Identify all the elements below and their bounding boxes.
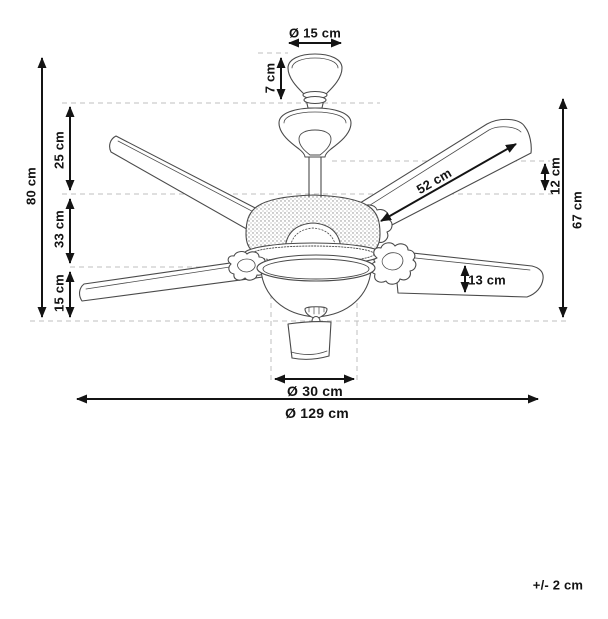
downrod xyxy=(309,157,321,197)
fan-body xyxy=(80,54,544,359)
dim-label-canopy-diameter: Ø 15 cm xyxy=(289,25,341,41)
downrod-ball-cover xyxy=(279,97,351,158)
blade-iron-right-lower xyxy=(371,243,416,284)
dim-label-blade-tip-height: 12 cm xyxy=(547,157,563,195)
dim-label-blade-length: 52 cm xyxy=(413,165,455,197)
ceiling-canopy xyxy=(288,54,342,99)
dim-label-body-height: 67 cm xyxy=(569,191,585,229)
dim-label-canopy-height: 7 cm xyxy=(262,62,278,94)
dim-label-lower-section: 15 cm xyxy=(51,274,67,312)
dim-label-light-diameter: Ø 30 cm xyxy=(287,383,343,399)
dim-label-upper-section: 25 cm xyxy=(51,131,67,169)
dim-label-total-height: 80 cm xyxy=(23,167,39,205)
dim-label-blade-width: 13 cm xyxy=(468,272,506,288)
blade-front xyxy=(288,322,331,360)
dim-label-middle-section: 33 cm xyxy=(51,210,67,248)
dim-label-total-diameter: Ø 129 cm xyxy=(285,405,349,421)
tolerance-note: +/- 2 cm xyxy=(532,577,584,593)
